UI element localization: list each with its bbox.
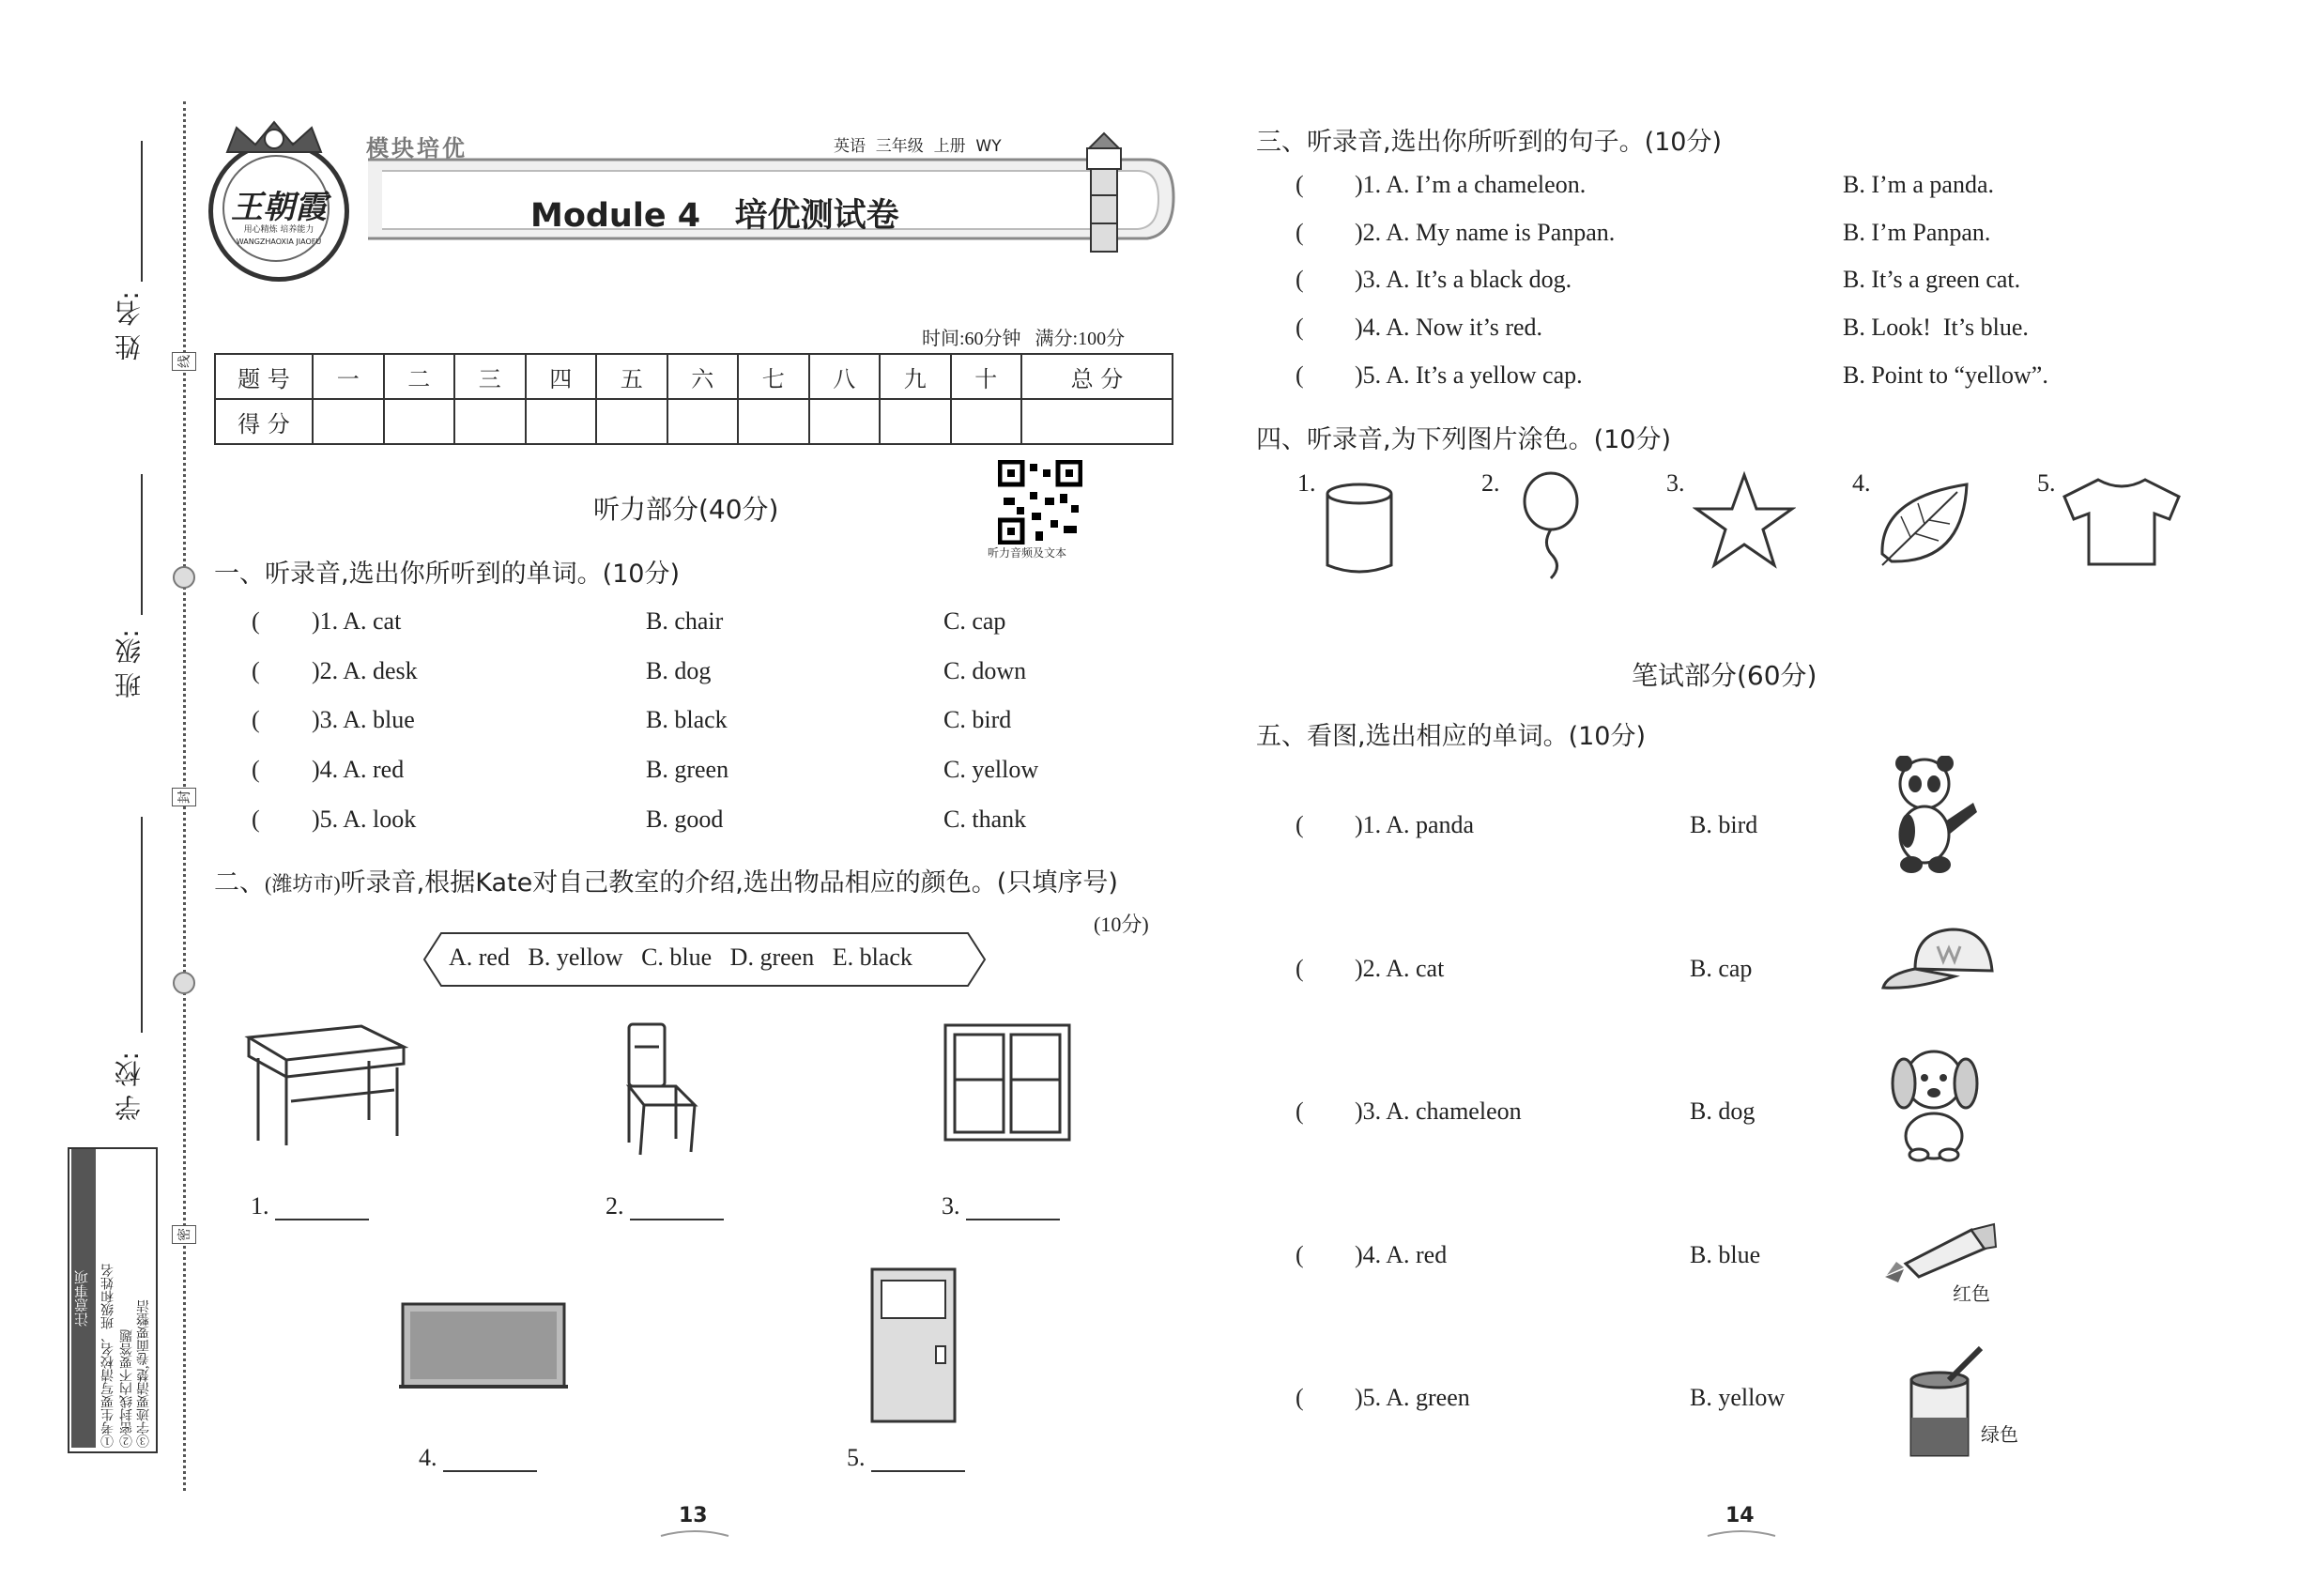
answer-blank[interactable]: [630, 1198, 724, 1220]
q2-title: [214, 862, 1118, 898]
listening-title: 听力部分(40分): [593, 494, 779, 525]
q5-option-a: )2. A. cat: [1355, 955, 1445, 982]
page-number-right: 14: [1725, 1504, 1755, 1527]
q5-option-b: B. blue: [1690, 1241, 1761, 1268]
score-cell[interactable]: [313, 399, 384, 444]
q3-option-b: B. I’m a panda.: [1843, 171, 1995, 198]
q1-title: 一、听录音,选出你所听到的单词。(10分): [214, 560, 681, 589]
score-table: [214, 353, 1173, 445]
school-line[interactable]: [141, 817, 143, 1033]
q2-label: 5.: [847, 1444, 866, 1471]
q4-label: 3.: [1666, 469, 1685, 497]
answer-blank[interactable]: [443, 1450, 537, 1472]
score-header: 三: [454, 354, 526, 399]
score-cell[interactable]: [454, 399, 526, 444]
q2-region: (潍坊市): [265, 872, 341, 896]
name-line[interactable]: [141, 141, 143, 282]
q4-label: 5.: [2037, 469, 2056, 497]
q4-label: 2.: [1481, 469, 1500, 497]
score-header: 九: [880, 354, 951, 399]
header-tag: 模块培优: [366, 135, 468, 161]
score-cell[interactable]: [738, 399, 809, 444]
leaf-picture[interactable]: [1873, 479, 1976, 573]
answer-paren[interactable]: (: [252, 657, 260, 684]
score-header: 二: [384, 354, 455, 399]
lighthouse-icon: [1078, 130, 1130, 261]
answer-paren[interactable]: (: [252, 706, 260, 733]
answer-paren[interactable]: (: [1296, 1384, 1304, 1411]
q5-option-b: B. yellow: [1690, 1384, 1786, 1411]
q1-option-c: C. yellow: [943, 756, 1039, 783]
q3-option-a: )1. A. I’m a chameleon.: [1355, 171, 1587, 198]
line-mark: 线: [172, 352, 196, 371]
cap-picture: [1878, 922, 2000, 997]
q3-option-a: )3. A. It’s a black dog.: [1355, 266, 1572, 293]
score-cell[interactable]: [596, 399, 667, 444]
page-number-ornament: [1704, 1528, 1779, 1542]
score-header: 七: [738, 354, 809, 399]
name-label: 姓 名:: [114, 291, 145, 361]
score-header: 八: [809, 354, 881, 399]
line-mark: 密: [172, 1225, 196, 1244]
logo-crown-icon: [218, 118, 330, 156]
notice-box: [68, 1147, 158, 1453]
score-header: 一: [313, 354, 384, 399]
page-number-left: 13: [679, 1504, 708, 1527]
q3-option-b: B. Look! It’s blue.: [1843, 314, 2029, 341]
qr-code-icon[interactable]: [998, 460, 1082, 545]
binding-hole: [173, 972, 195, 994]
q3-option-a: )5. A. It’s a yellow cap.: [1355, 361, 1583, 389]
q4-title: 四、听录音,为下列图片涂色。(10分): [1256, 425, 1672, 454]
answer-paren[interactable]: (: [252, 607, 260, 635]
q2-answer-1: [251, 1192, 369, 1220]
q5-option-a: )5. A. green: [1355, 1384, 1470, 1411]
answer-paren[interactable]: (: [1296, 1097, 1304, 1125]
school-label: 学 校:: [114, 1051, 145, 1122]
score-header: 题 号: [215, 354, 313, 399]
page-title: Module 4 培优测试卷: [530, 197, 899, 235]
q2-label: 2.: [606, 1192, 624, 1220]
q2-label: 3.: [942, 1192, 960, 1220]
star-picture[interactable]: [1693, 469, 1796, 573]
logo-text: 王朝霞: [231, 191, 327, 225]
answer-paren[interactable]: (: [1296, 811, 1304, 838]
paint-green-label: 绿色: [1981, 1425, 2018, 1446]
exam-info: 时间:60分钟 满分:100分: [922, 329, 1126, 349]
q3-option-a: )4. A. Now it’s red.: [1355, 314, 1543, 341]
notice-item: ②密封线内不要答题: [120, 1329, 134, 1448]
answer-blank[interactable]: [275, 1198, 369, 1220]
q2-answer-3: [942, 1192, 1060, 1220]
score-cell[interactable]: [1021, 399, 1173, 444]
score-header: 六: [667, 354, 739, 399]
class-line[interactable]: [141, 474, 143, 615]
score-header: 四: [526, 354, 597, 399]
q2-options: A. red B. yellow C. blue D. green E. black: [449, 944, 912, 971]
score-header: 五: [596, 354, 667, 399]
paint-red-label: 红色: [1953, 1284, 1990, 1305]
q2-answer-2: [606, 1192, 724, 1220]
score-cell[interactable]: [384, 399, 455, 444]
q1-option-c: C. cap: [943, 607, 1006, 635]
score-cell[interactable]: [809, 399, 881, 444]
header-meta: 英语 三年级 上册 WY: [834, 137, 1002, 156]
q2-answer-4: [419, 1444, 537, 1472]
blackboard-picture: [399, 1300, 568, 1390]
q3-option-a: )2. A. My name is Panpan.: [1355, 219, 1616, 246]
score-cell[interactable]: [667, 399, 739, 444]
logo-subtext: 用心精炼 培养能力: [243, 225, 314, 235]
q2-score: (10分): [1094, 913, 1149, 936]
q1-option-b: B. green: [646, 756, 729, 783]
q3-title: 三、听录音,选出你所听到的句子。(10分): [1256, 128, 1723, 157]
q2-label: 4.: [419, 1444, 437, 1471]
q1-option-b: B. dog: [646, 657, 712, 684]
tshirt-picture[interactable]: [2061, 474, 2183, 568]
q5-title: 五、看图,选出相应的单词。(10分): [1256, 722, 1647, 751]
page-number-ornament: [657, 1528, 732, 1542]
logo: [208, 141, 349, 282]
answer-paren[interactable]: (: [1296, 955, 1304, 982]
written-title: 笔试部分(60分): [1632, 660, 1817, 691]
logo-small: WANGZHAOXIA JIAOFU: [236, 238, 322, 246]
score-header: 总 分: [1021, 354, 1173, 399]
line-mark: 封: [172, 788, 196, 806]
q1-option-a: )1. A. cat: [312, 607, 402, 635]
q5-option-b: B. bird: [1690, 811, 1758, 838]
red-paint-tube-picture: [1878, 1220, 2000, 1286]
score-cell[interactable]: [526, 399, 597, 444]
answer-paren[interactable]: (: [1296, 361, 1304, 389]
answer-blank[interactable]: [871, 1450, 965, 1472]
q4-label: 4.: [1852, 469, 1871, 497]
notice-item: ①考生要写清校名、班级和姓名: [101, 1264, 115, 1448]
q1-option-a: )2. A. desk: [312, 657, 418, 684]
q1-option-c: C. down: [943, 657, 1027, 684]
q5-option-a: )4. A. red: [1355, 1241, 1448, 1268]
score-cell[interactable]: [951, 399, 1022, 444]
q1-option-a: )5. A. look: [312, 806, 417, 833]
window-picture: [942, 1021, 1073, 1143]
q1-option-b: B. chair: [646, 607, 724, 635]
cylinder-picture[interactable]: [1322, 481, 1397, 579]
q1-option-b: B. good: [646, 806, 724, 833]
notice-title: 注意事项: [71, 1149, 96, 1448]
score-cell[interactable]: [880, 399, 951, 444]
qr-caption: 听力音频及文本: [988, 546, 1067, 560]
q1-option-a: )3. A. blue: [312, 706, 415, 733]
answer-paren[interactable]: (: [1296, 219, 1304, 246]
q2-title-pre: 二、: [214, 868, 265, 898]
q1-option-a: )4. A. red: [312, 756, 405, 783]
chair-picture: [620, 1019, 704, 1159]
q3-option-b: B. It’s a green cat.: [1843, 266, 2021, 293]
answer-paren[interactable]: (: [1296, 171, 1304, 198]
q1-option-c: C. bird: [943, 706, 1012, 733]
answer-paren[interactable]: (: [252, 806, 260, 833]
q1-option-b: B. black: [646, 706, 728, 733]
binding-hole: [173, 566, 195, 589]
q5-option-a: )1. A. panda: [1355, 811, 1475, 838]
balloon-picture[interactable]: [1513, 469, 1588, 582]
q2-title-main: 听录音,根据Kate对自己教室的介绍,选出物品相应的颜色。(只填序号): [340, 868, 1118, 898]
desk-picture: [239, 1019, 408, 1150]
q2-label: 1.: [251, 1192, 269, 1220]
door-picture: [868, 1266, 962, 1425]
answer-paren[interactable]: (: [252, 756, 260, 783]
q5-option-b: B. cap: [1690, 955, 1753, 982]
q3-option-b: B. Point to “yellow”.: [1843, 361, 2048, 389]
q5-option-b: B. dog: [1690, 1097, 1756, 1125]
dog-picture: [1887, 1042, 1990, 1164]
q1-option-c: C. thank: [943, 806, 1027, 833]
answer-paren[interactable]: (: [1296, 266, 1304, 293]
q4-label: 1.: [1297, 469, 1316, 497]
score-header: 十: [951, 354, 1022, 399]
score-row-label: 得 分: [215, 399, 313, 444]
answer-paren[interactable]: (: [1296, 314, 1304, 341]
q3-option-b: B. I’m Panpan.: [1843, 219, 1991, 246]
panda-picture: [1887, 756, 1981, 878]
q5-option-a: )3. A. chameleon: [1355, 1097, 1522, 1125]
notice-item: ③字迹要清楚,卷面要整洁: [137, 1299, 151, 1448]
answer-blank[interactable]: [966, 1198, 1060, 1220]
class-label: 班 级:: [114, 629, 145, 699]
q2-answer-5: [847, 1444, 965, 1472]
answer-paren[interactable]: (: [1296, 1241, 1304, 1268]
